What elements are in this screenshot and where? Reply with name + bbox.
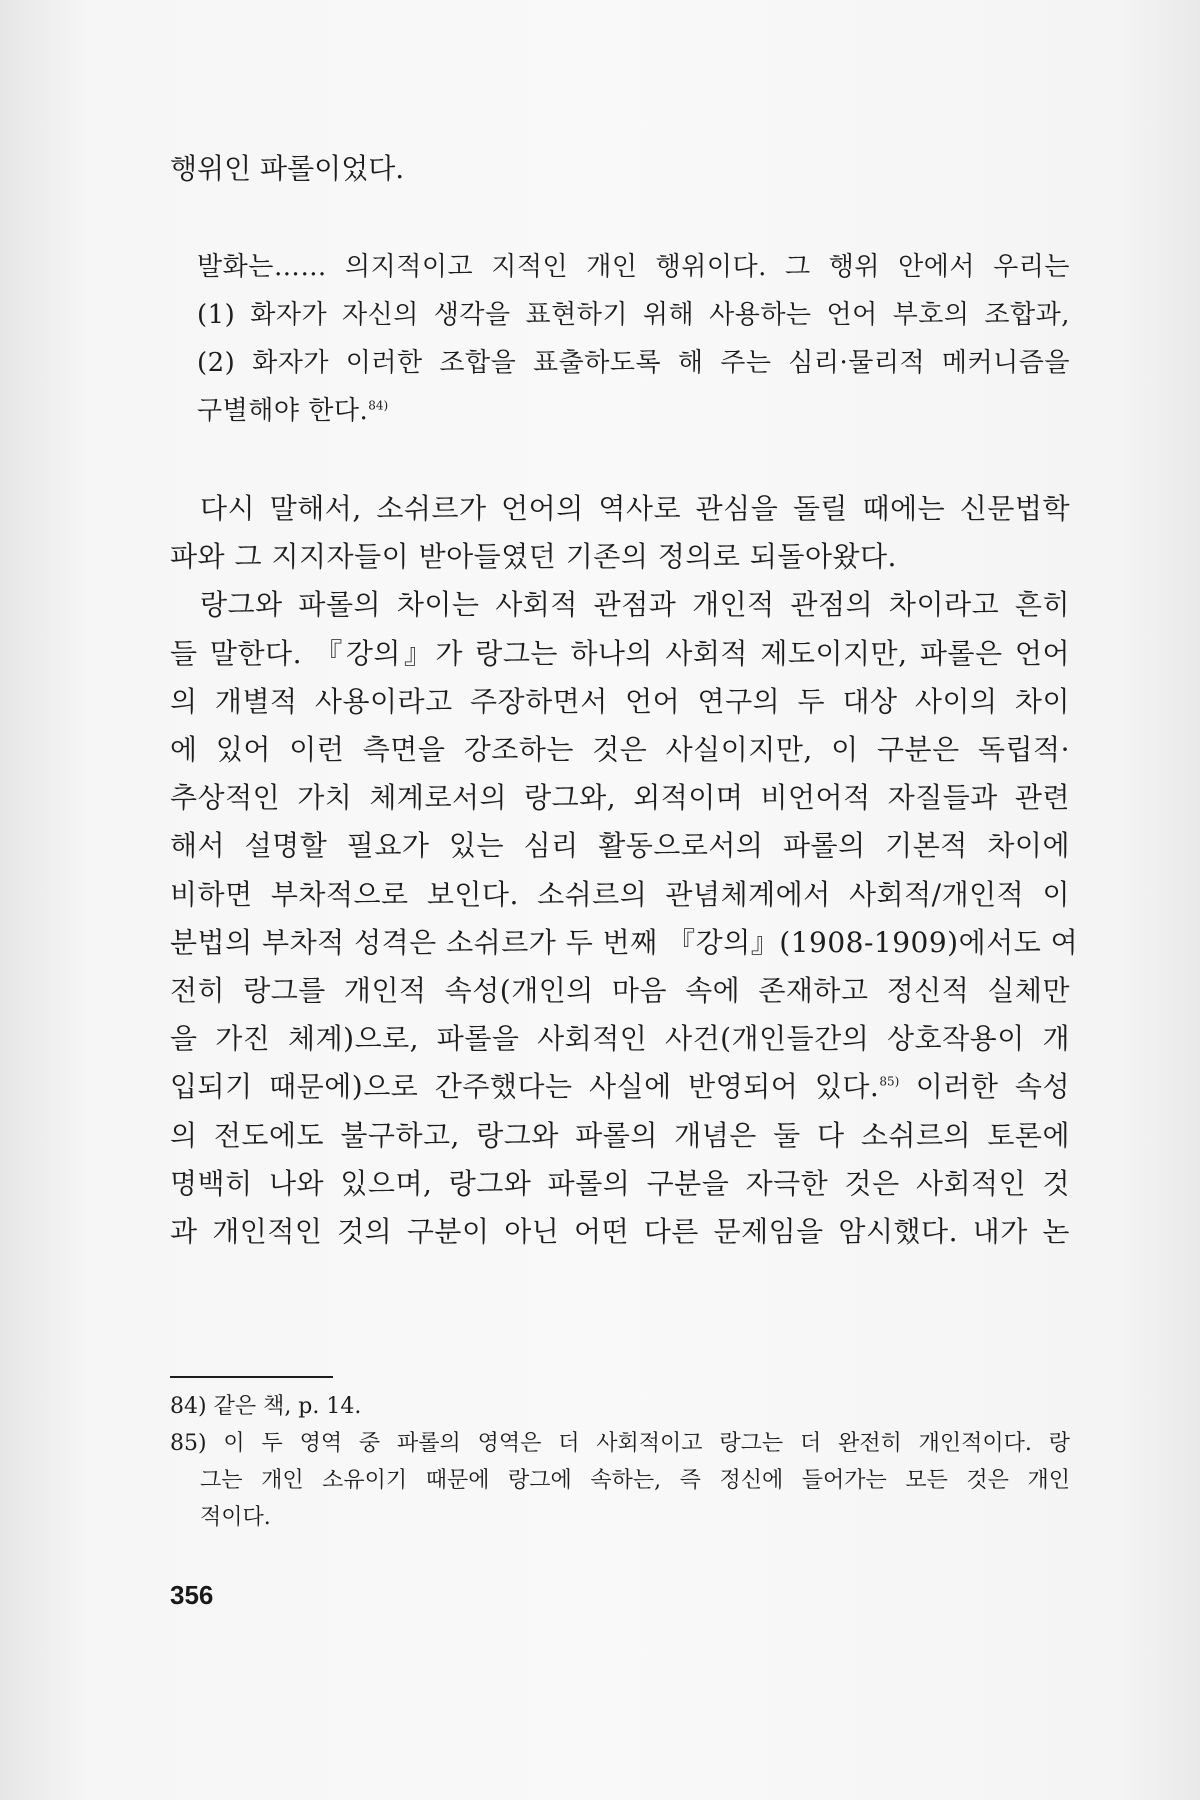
paragraph-line: 의 전도에도 불구하고, 랑그와 파롤의 개념은 둘 다 소쉬르의 토론에	[170, 1118, 1070, 1152]
paragraph-line: 비하면 부차적으로 보인다. 소쉬르의 관념체계에서 사회적/개인적 이	[170, 877, 1070, 911]
paragraph-line: 에 있어 이런 측면을 강조하는 것은 사실이지만, 이 구분은 독립적·	[170, 733, 1070, 767]
footnote-divider	[170, 1376, 333, 1378]
paragraph-line: 파와 그 지지자들이 받아들였던 기존의 정의로 되돌아왔다.	[170, 540, 897, 574]
continuation-line: 행위인 파롤이었다.	[170, 152, 405, 185]
paragraph-line: 전히 랑그를 개인적 속성(개인의 마음 속에 존재하고 정신적 실체만	[170, 974, 1070, 1008]
footnote-84: 84) 같은 책, p. 14.	[170, 1394, 362, 1419]
paragraph-line: 다시 말해서, 소쉬르가 언어의 역사로 관심을 돌릴 때에는 신문법학	[200, 492, 1070, 525]
footnote-ref-85[interactable]: 85)	[879, 1075, 900, 1090]
footnotes	[170, 1388, 1070, 1536]
footnote-85-line: 적이다.	[200, 1505, 271, 1530]
quote-line-text: 구별해야 한다.	[197, 396, 369, 426]
page-number: 356	[170, 1580, 214, 1610]
footnote-ref-84[interactable]: 84)	[368, 398, 389, 413]
paragraph-line: 을 가진 체계)으로, 파롤을 사회적인 사건(개인들간의 상호작용이 개	[170, 1022, 1070, 1056]
footnote-85-line: 그는 개인 소유이기 때문에 랑그에 속하는, 즉 정신에 들어가는 모든 것은 개인	[200, 1468, 1070, 1493]
quote-line: 발화는…… 의지적이고 지적인 개인 행위이다. 그 행위 안에서 우리는	[197, 252, 1070, 282]
quote-line: (1) 화자가 자신의 생각을 표현하기 위해 사용하는 언어 부호의 조합과,	[197, 300, 1070, 330]
body-text	[170, 485, 1079, 1256]
quote-line: (2) 화자가 이러한 조합을 표출하도록 해 주는 심리·물리적 메커니즘을	[197, 348, 1070, 378]
page-content	[170, 145, 1079, 1256]
paragraph-line: 과 개인적인 것의 구분이 아닌 어떤 다른 문제임을 암시했다. 내가 논	[170, 1215, 1070, 1249]
paragraph-line	[170, 1063, 1070, 1111]
paragraph-line-text: 이러한 속성	[899, 1070, 1070, 1104]
paragraph-line: 의 개별적 사용이라고 주장하면서 언어 연구의 두 대상 사이의 차이	[170, 684, 1070, 718]
paragraph-line: 해서 설명할 필요가 있는 심리 활동으로서의 파롤의 기본적 차이에	[170, 829, 1070, 863]
block-quote	[197, 243, 1070, 435]
paragraph-line: 들 말한다. 『강의』가 랑그는 하나의 사회적 제도이지만, 파롤은 언어	[170, 636, 1070, 670]
quote-line	[197, 387, 1070, 435]
paragraph-line: 추상적인 가치 체계로서의 랑그와, 외적이며 비언어적 자질들과 관련	[170, 781, 1070, 815]
paragraph-line: 랑그와 파롤의 차이는 사회적 관점과 개인적 관점의 차이라고 흔히	[200, 588, 1070, 622]
footnote-85-line: 85) 이 두 영역 중 파롤의 영역은 더 사회적이고 랑그는 더 완전히 개인적이다. 랑	[170, 1431, 1070, 1456]
paragraph-line: 명백히 나와 있으며, 랑그와 파롤의 구분을 자극한 것은 사회적인 것	[170, 1166, 1070, 1200]
paragraph-line: 분법의 부차적 성격은 소쉬르가 두 번째 『강의』(1908-1909)에서도 여	[170, 925, 1079, 959]
paragraph-line-text: 입되기 때문에)으로 간주했다는 사실에 반영되어 있다.	[170, 1070, 880, 1104]
